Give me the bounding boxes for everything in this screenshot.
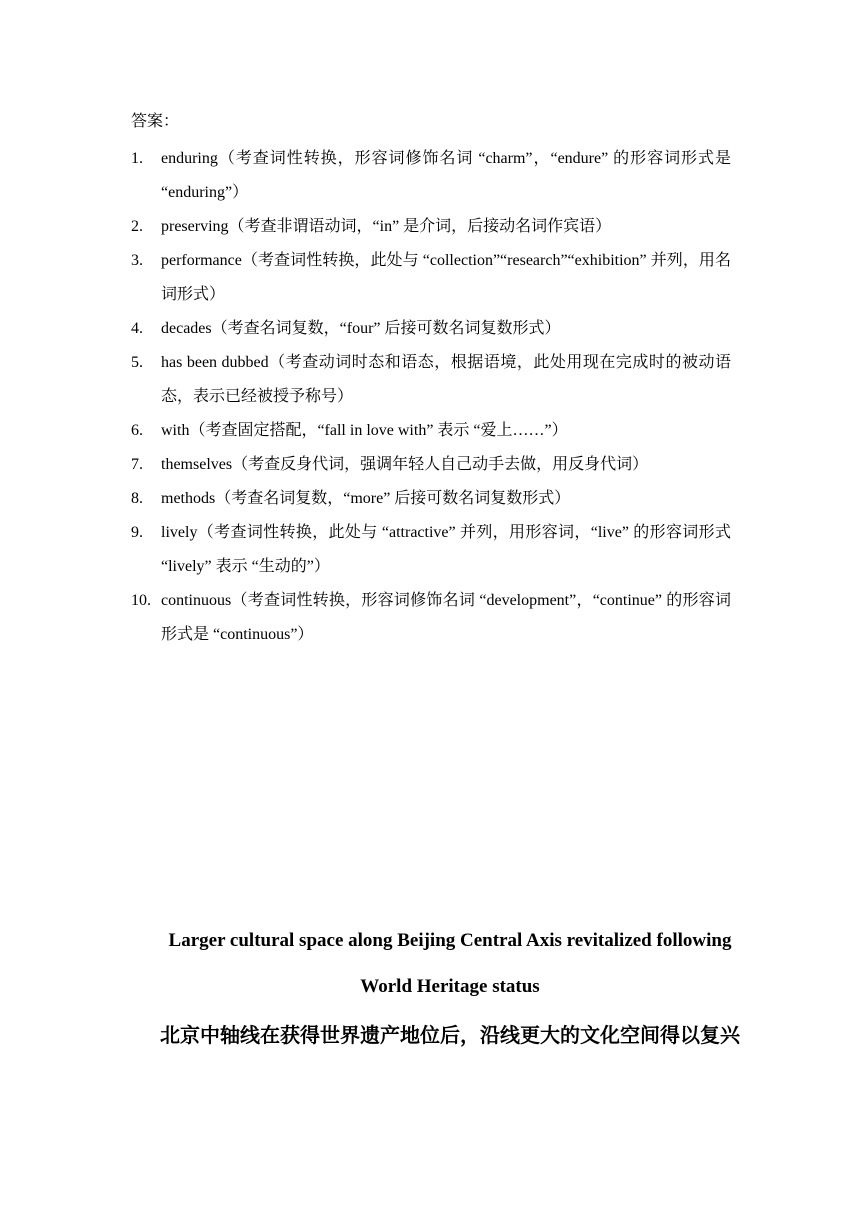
answer-number: 9. [131, 524, 143, 541]
answers-heading: 答案： [131, 113, 180, 130]
answer-item-3 [131, 244, 731, 312]
answer-item-8 [131, 482, 731, 516]
answer-explanation: （考查动词时态和语态，根据语境，此处用现在完成时的被动语态，表示已经被授予称号） [161, 354, 731, 405]
answer-word: methods [161, 490, 216, 507]
answer-item-5 [131, 346, 731, 414]
answer-word: with [161, 422, 190, 439]
answer-item-1 [131, 142, 731, 210]
answer-item-4 [131, 312, 731, 346]
answer-explanation: （考查词性转换，此处与 “attractive” 并列，用形容词，“live” 的形容词形式 “lively” 表示 “生动的”） [161, 524, 731, 575]
answer-explanation: （考查固定搭配，“fall in love with” 表示 “爱上……”） [189, 422, 568, 439]
answer-number: 10. [131, 592, 151, 609]
answer-word: preserving [161, 218, 229, 235]
answer-number: 4. [131, 320, 143, 337]
answer-word: lively [161, 524, 198, 541]
answer-explanation: （考查非谓语动词，“in” 是介词，后接动名词作宾语） [228, 218, 612, 235]
answer-explanation: （考查名词复数，“four” 后接可数名词复数形式） [211, 320, 561, 337]
answer-explanation: （考查名词复数，“more” 后接可数名词复数形式） [215, 490, 571, 507]
answer-number: 2. [131, 218, 143, 235]
answer-item-7 [131, 448, 731, 482]
answer-explanation: （考查反身代词，强调年轻人自己动手去做，用反身代词） [232, 456, 649, 473]
answer-number: 8. [131, 490, 143, 507]
answer-number: 6. [131, 422, 143, 439]
answer-number: 3. [131, 252, 143, 269]
answer-explanation: （考查词性转换，此处与 “collection”“research”“exhibition” 并列，用名词形式） [161, 252, 731, 303]
answer-number: 7. [131, 456, 143, 473]
answer-word: performance [161, 252, 242, 269]
answer-item-6 [131, 414, 731, 448]
article-title-block [160, 918, 740, 1058]
answer-word: has been dubbed [161, 354, 269, 371]
answer-item-10 [131, 584, 731, 652]
article-title-english: Larger cultural space along Beijing Central Axis revitalized following World Heritage status [168, 930, 732, 997]
answer-word: enduring [161, 150, 218, 167]
answer-word: decades [161, 320, 212, 337]
answer-item-9 [131, 516, 731, 584]
answer-word: continuous [161, 592, 232, 609]
answer-explanation: （考查词性转换，形容词修饰名词 “charm”，“endure” 的形容词形式是 “enduring”） [161, 150, 731, 201]
answer-explanation: （考查词性转换，形容词修饰名词 “development”，“continue” 的形容词形式是 “continuous”） [161, 592, 731, 643]
answer-item-2 [131, 210, 731, 244]
answer-number: 1. [131, 150, 143, 167]
answer-word: themselves [161, 456, 233, 473]
answer-number: 5. [131, 354, 143, 371]
answer-list [131, 142, 731, 652]
article-title-chinese: 北京中轴线在获得世界遗产地位后，沿线更大的文化空间得以复兴 [160, 1023, 740, 1047]
